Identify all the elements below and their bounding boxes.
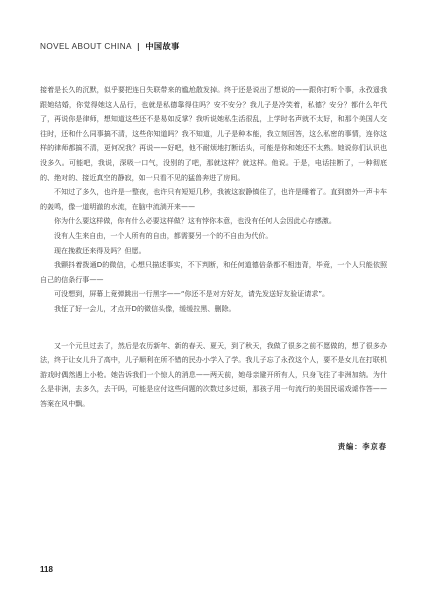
paragraph: 我颤抖着拨通D的微信，心想只描述事实，不下判断，和任何道德倍条都不相违背，毕竟，一个人只能依照自己的信条行事——: [40, 260, 387, 284]
paragraph: 不知过了多久，也许是一整夜，也许只有短短几秒，我被这寂静镇住了，也许是睡着了。直到窗外一声卡车的轰鸣，像一道明澈的水流，在脑中流淌开来——: [40, 187, 387, 211]
paragraph: 现在挽救还来得及吗？但愿。: [54, 245, 146, 255]
section-title-cn: 中国故事: [145, 41, 180, 51]
page-number: 118: [40, 565, 53, 574]
paragraph: 没有人生来自由，一个人所有的自由，都需要另一个的不自由为代价。: [54, 230, 273, 240]
paragraph: 我怔了好一会儿，才点开D的微信头像，缓缓拉黑、删除。: [54, 303, 236, 313]
header-separator: |: [136, 41, 141, 51]
paragraph: 你为什么要这样做，你有什么必要这样做？这有悖你本意，也没有任何人会因此心存感激。: [54, 216, 336, 226]
running-header: [40, 41, 180, 52]
editor-credit: 责编：李京春: [337, 442, 387, 451]
article-body: [40, 83, 387, 411]
section-title-en: NOVEL ABOUT CHINA: [40, 42, 132, 51]
section-break: [40, 317, 387, 339]
paragraph: 可没想到，屏幕上竟弹跳出一行黑字——“你还不是对方好友，请先发送好友验证请求”。: [54, 289, 330, 299]
paragraph: 接着是长久的沉默，似乎要把连日失联带来的尴尬散发掉。终于还是说出了想说的——跟你打听个事，永孜遥我跟她结婚，你觉得她这人品行，也就是私德靠得住吗？安不安分？我儿子是冷笑着，私德？安分？都什么年代了，再说你是律师，想知道这些还不是易如反掌？我听说她私生活很乱，上学时名声就不太好，和那个美国人交往时，还和什么同事搞不清，这些你知道吗？我不知道，儿子是种本能，我立刻回答，这么私密的事情，连你这样的律师都搞不清，更何况我？再说——好吧，他不耐烦地打断话头，可能是你和她还不太熟。她说你们认识也没多久。可能吧，我说，深吸一口气，没别的了吧，那就这样？就这样。他说。于是，电话挂断了，一种彻底的、绝对的、接近真空的静寂，如一只看不见的猛兽奔进了房间。: [40, 85, 387, 182]
paragraph: 又一个元旦过去了，然后是农历新年、新的春天、夏天，到了秋天，我做了很多之前不愿做的，想了很多办法，终于让女儿升了高中，儿子顺利在所不错的民办小学入了学。我儿子忘了永孜这个人，要不是女儿在打联机游戏时偶然遇上小枪。她告诉我们一个惊人的消息——两天前，她母亲避开所有人，只身飞往了非洲加纳。为什么是非洲，去多久，去干吗，可能是应付这些问题的次数过多过烦，那孩子用一句流行的美国民谣戏谑作答——答案在风中飘。: [40, 340, 387, 408]
